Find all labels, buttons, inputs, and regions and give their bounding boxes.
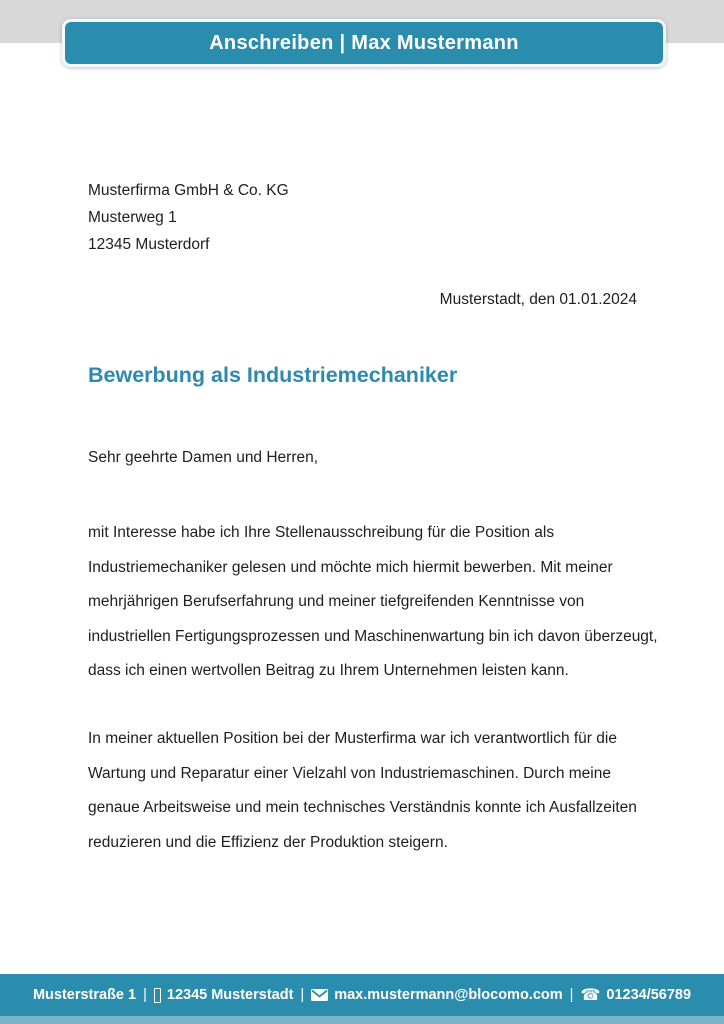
footer-bar — [0, 974, 724, 1016]
envelope-icon — [311, 989, 328, 1001]
phone-icon: ☎ — [580, 985, 601, 1004]
paragraph-line: Wartung und Reparatur einer Vielzahl von Industriemaschinen. Durch meine — [88, 764, 611, 782]
footer-separator: | — [143, 987, 147, 1003]
paragraph-1 — [88, 516, 658, 689]
paragraph-line: Industriemechaniker gelesen und möchte mich hiermit bewerben. Mit meiner — [88, 558, 613, 576]
box-glyph-icon — [154, 988, 161, 1003]
recipient-city: 12345 Musterdorf — [88, 236, 210, 253]
header-bar — [62, 19, 666, 67]
salutation: Sehr geehrte Damen und Herren, — [88, 449, 319, 466]
footer-street: Musterstraße 1 — [32, 987, 137, 1003]
footer-phone: 01234/56789 — [606, 987, 692, 1003]
paragraph-line: genaue Arbeitsweise und mein technisches Verständnis konnte ich Ausfallzeiten — [88, 799, 637, 816]
page-title: Anschreiben | Max Mustermann — [209, 31, 519, 54]
recipient-street: Musterweg 1 — [88, 209, 177, 226]
footer-separator: | — [300, 987, 305, 1003]
paragraph-2 — [88, 722, 637, 860]
paragraph-line: In meiner aktuellen Position bei der Musterfirma war ich verantwortlich für die — [88, 730, 617, 747]
paragraph-line: dass ich einen wertvollen Beitrag zu Ihrem Unternehmen leisten kann. — [88, 662, 569, 679]
footer-city: 12345 Musterstadt — [166, 987, 294, 1003]
paragraph-line: industriellen Fertigungsprozessen und Maschinenwartung bin ich davon überzeugt, — [88, 627, 658, 645]
paragraph-line: reduzieren und die Effizienz der Produktion steigern. — [88, 833, 448, 851]
paragraph-line: mit Interesse habe ich Ihre Stellenausschreibung für die Position als — [88, 524, 555, 541]
subject-heading: Bewerbung als Industriemechaniker — [88, 363, 458, 387]
date-line: Musterstadt, den 01.01.2024 — [439, 291, 637, 308]
footer-accent-strip — [0, 1016, 724, 1024]
footer-email: max.mustermann@blocomo.com — [334, 987, 563, 1003]
recipient-company: Musterfirma GmbH & Co. KG — [88, 182, 289, 199]
footer-separator: | — [569, 987, 574, 1003]
recipient-block — [88, 177, 289, 258]
paragraph-line: mehrjährigen Berufserfahrung und meiner tiefgreifenden Kenntnisse von — [88, 593, 585, 610]
